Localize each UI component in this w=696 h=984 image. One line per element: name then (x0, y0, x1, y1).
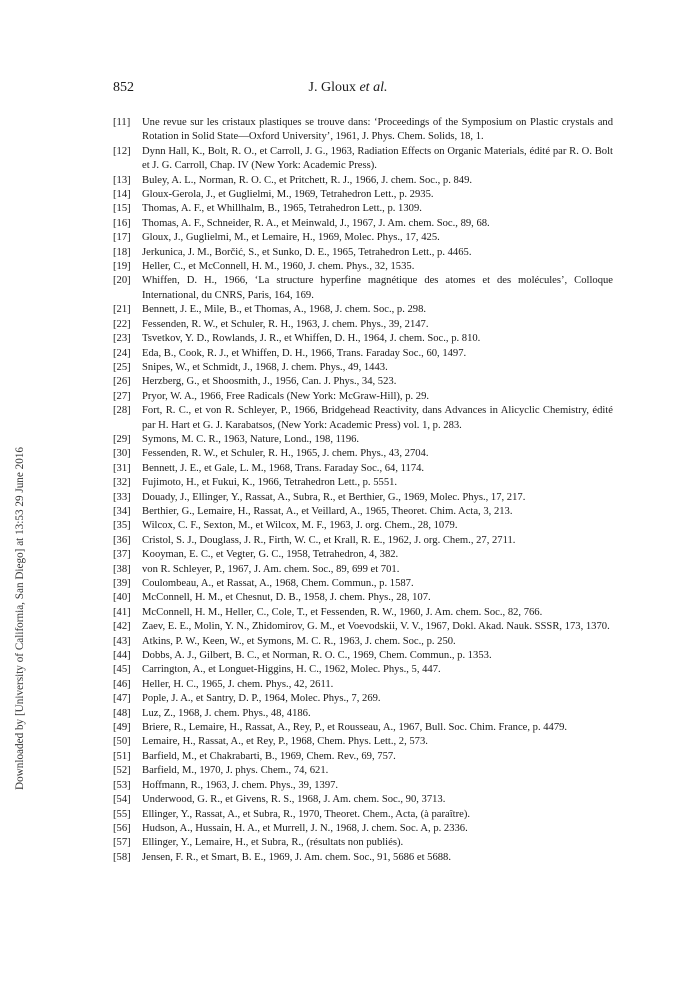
reference-item (113, 404, 613, 433)
reference-item (113, 375, 613, 389)
reference-number: [26] (113, 376, 131, 388)
reference-number: [11] (113, 117, 131, 128)
reference-text: Thomas, A. F., et Whillhalm, B., 1965, Tetrahedron Lett., p. 1309. (142, 203, 422, 215)
reference-number: [46] (113, 678, 131, 690)
reference-item (113, 649, 613, 663)
reference-text: Pople, J. A., et Santry, D. P., 1964, Molec. Phys., 7, 269. (142, 693, 381, 705)
reference-item (113, 707, 613, 721)
reference-text: Eda, B., Cook, R. J., et Whiffen, D. H., 1966, Trans. Faraday Soc., 60, 1497. (142, 347, 467, 359)
reference-text: Gloux-Gerola, J., et Guglielmi, M., 1969, Tetrahedron Lett., p. 2935. (142, 189, 434, 201)
reference-number: [15] (113, 203, 131, 215)
reference-text: Ellinger, Y., Rassat, A., et Subra, R., 1970, Theoret. Chem., Acta, (à paraître). (142, 808, 471, 820)
reference-text: Coulombeau, A., et Rassat, A., 1968, Chem. Commun., p. 1587. (142, 578, 414, 589)
reference-text: Snipes, W., et Schmidt, J., 1968, J. chem. Phys., 49, 1443. (142, 361, 388, 373)
reference-text: Gloux, J., Guglielmi, M., et Lemaire, H., 1969, Molec. Phys., 17, 425. (142, 232, 440, 244)
reference-item (113, 793, 613, 807)
reference-text: Cristol, S. J., Douglass, J. R., Firth, W. C., et Krall, R. E., 1962, J. org. Chem., 27, 2711. (142, 534, 516, 546)
reference-number: [47] (113, 693, 131, 705)
reference-number: [40] (113, 592, 131, 604)
reference-item (113, 390, 613, 404)
reference-number: [32] (113, 477, 131, 489)
reference-text: Jerkunica, J. M., Borčić, S., et Sunko, D. E., 1965, Tetrahedron Lett., p. 4465. (142, 246, 472, 258)
reference-number: [27] (113, 390, 131, 402)
reference-item (113, 217, 613, 231)
reference-number: [20] (113, 275, 131, 287)
reference-item (113, 116, 613, 145)
reference-text: Dobbs, A. J., Gilbert, B. C., et Norman, R. O. C., 1969, Chem. Commun., p. 1353. (142, 650, 492, 662)
reference-number: [13] (113, 174, 131, 186)
reference-item (113, 347, 613, 361)
reference-number: [38] (113, 563, 131, 575)
reference-number: [39] (113, 578, 131, 589)
reference-number: [23] (113, 333, 131, 345)
reference-text: Luz, Z., 1968, J. chem. Phys., 48, 4186. (142, 707, 311, 719)
reference-text: Douady, J., Ellinger, Y., Rassat, A., Subra, R., et Berthier, G., 1969, Molec. Phys., 17, 217. (142, 491, 526, 503)
reference-item (113, 606, 613, 620)
reference-number: [57] (113, 837, 131, 849)
reference-number: [22] (113, 318, 131, 330)
reference-number: [42] (113, 621, 131, 633)
reference-number: [37] (113, 549, 131, 561)
reference-text: Hudson, A., Hussain, H. A., et Murrell, J. N., 1968, J. chem. Soc. A, p. 2336. (142, 822, 468, 834)
reference-item (113, 577, 613, 591)
reference-number: [25] (113, 361, 131, 373)
reference-number: [53] (113, 779, 131, 791)
reference-number: [49] (113, 722, 131, 734)
reference-number: [51] (113, 750, 131, 762)
reference-item (113, 519, 613, 533)
reference-text: Symons, M. C. R., 1963, Nature, Lond., 198, 1196. (142, 433, 360, 445)
reference-item (113, 620, 613, 634)
reference-number: [28] (113, 405, 131, 417)
reference-number: [44] (113, 650, 131, 662)
reference-item (113, 332, 613, 346)
reference-text: McConnell, H. M., et Chesnut, D. B., 1958, J. chem. Phys., 28, 107. (142, 592, 431, 604)
reference-item (113, 548, 613, 562)
reference-item (113, 563, 613, 577)
reference-text: Heller, H. C., 1965, J. chem. Phys., 42, 2611. (142, 678, 334, 690)
reference-item (113, 635, 613, 649)
reference-item (113, 750, 613, 764)
reference-item (113, 447, 613, 461)
reference-number: [54] (113, 794, 131, 806)
reference-text: Barfield, M., 1970, J. phys. Chem., 74, 621. (142, 765, 329, 777)
reference-text: Briere, R., Lemaire, H., Rassat, A., Rey, P., et Rousseau, A., 1967, Bull. Soc. Chim. France, p. 4479. (142, 722, 568, 734)
reference-item (113, 318, 613, 332)
reference-item (113, 303, 613, 317)
reference-number: [43] (113, 635, 131, 647)
reference-text: Whiffen, D. H., 1966, ‘La structure hyperfine magnétique des atomes et des molécules’, Colloque International, du CNRS, Paris, 164, 169. (142, 275, 613, 301)
running-head (0, 80, 696, 96)
reference-number: [34] (113, 505, 131, 517)
reference-text: Lemaire, H., Rassat, A., et Rey, P., 1968, Chem. Phys. Lett., 2, 573. (142, 736, 428, 748)
reference-item (113, 476, 613, 490)
reference-text: Bennett, J. E., Mile, B., et Thomas, A., 1968, J. chem. Soc., p. 298. (142, 304, 427, 316)
reference-item (113, 822, 613, 836)
reference-number: [33] (113, 491, 131, 503)
reference-number: [29] (113, 433, 131, 445)
reference-item (113, 433, 613, 447)
reference-list (113, 116, 613, 865)
reference-number: [21] (113, 304, 131, 316)
page-number: 852 (113, 80, 134, 95)
reference-item (113, 462, 613, 476)
reference-text: Carrington, A., et Longuet-Higgins, H. C., 1962, Molec. Phys., 5, 447. (142, 664, 441, 676)
reference-item (113, 851, 613, 865)
reference-item (113, 202, 613, 216)
reference-text: Herzberg, G., et Shoosmith, J., 1956, Can. J. Phys., 34, 523. (142, 376, 397, 388)
reference-text: Thomas, A. F., Schneider, R. A., et Meinwald, J., 1967, J. Am. chem. Soc., 89, 68. (142, 217, 490, 229)
reference-number: [58] (113, 851, 131, 863)
reference-text: Fessenden, R. W., et Schuler, R. H., 1963, J. chem. Phys., 39, 2147. (142, 318, 429, 330)
reference-item (113, 534, 613, 548)
reference-text: Hoffmann, R., 1963, J. chem. Phys., 39, 1397. (142, 779, 339, 791)
reference-number: [24] (113, 347, 131, 359)
reference-item (113, 491, 613, 505)
reference-number: [48] (113, 707, 131, 719)
reference-text: Kooyman, E. C., et Vegter, G. C., 1958, Tetrahedron, 4, 382. (142, 549, 399, 561)
reference-number: [35] (113, 520, 131, 532)
reference-item (113, 692, 613, 706)
reference-text: McConnell, H. M., Heller, C., Cole, T., et Fessenden, R. W., 1960, J. Am. chem. Soc., 82, 766. (142, 606, 543, 618)
reference-text: Fujimoto, H., et Fukui, K., 1966, Tetrahedron Lett., p. 5551. (142, 477, 398, 489)
running-head-authors: J. Gloux (308, 80, 356, 95)
reference-text: Une revue sur les cristaux plastiques se trouve dans: ‘Proceedings of the Symposium on Plastic crystals and Rotation in Solid State—Oxford University’, 1961, J. Phys. Chem. Solids, 18, 1. (142, 117, 613, 143)
reference-number: [55] (113, 808, 131, 820)
reference-item (113, 721, 613, 735)
reference-number: [17] (113, 232, 131, 244)
reference-text: Pryor, W. A., 1966, Free Radicals (New York: McGraw-Hill), p. 29. (142, 390, 430, 402)
reference-text: Zaev, E. E., Molin, Y. N., Zhidomirov, G. M., et Voevodskii, V. V., 1967, Dokl. Akad. Nauk. SSSR, 173, 1370. (142, 621, 610, 633)
reference-item (113, 145, 613, 174)
reference-number: [50] (113, 736, 131, 748)
reference-text: Ellinger, Y., Lemaire, H., et Subra, R., (résultats non publiés). (142, 837, 404, 849)
reference-text: Heller, C., et McConnell, H. M., 1960, J. chem. Phys., 32, 1535. (142, 261, 415, 273)
reference-item (113, 663, 613, 677)
reference-number: [19] (113, 261, 131, 273)
reference-item (113, 591, 613, 605)
reference-number: [36] (113, 534, 131, 546)
reference-text: Dynn Hall, K., Bolt, R. O., et Carroll, J. G., 1963, Radiation Effects on Organic Materials, édité par R. O. Bolt et J. G. Carroll, Chap. IV (New York: Academic Press). (142, 145, 613, 172)
reference-text: Underwood, G. R., et Givens, R. S., 1968, J. Am. chem. Soc., 90, 3713. (142, 794, 446, 806)
reference-text: Barfield, M., et Chakrabarti, B., 1969, Chem. Rev., 69, 757. (142, 750, 396, 762)
reference-number: [45] (113, 664, 131, 676)
reference-text: von R. Schleyer, P., 1967, J. Am. chem. Soc., 89, 699 et 701. (142, 563, 400, 575)
reference-number: [41] (113, 606, 131, 618)
reference-text: Berthier, G., Lemaire, H., Rassat, A., et Veillard, A., 1965, Theoret. Chim. Acta, 3, 213. (142, 505, 513, 517)
reference-number: [12] (113, 145, 131, 157)
reference-number: [56] (113, 822, 131, 834)
reference-item (113, 505, 613, 519)
reference-item (113, 246, 613, 260)
reference-text: Atkins, P. W., Keen, W., et Symons, M. C. R., 1963, J. chem. Soc., p. 250. (142, 635, 456, 647)
reference-number: [31] (113, 462, 131, 474)
reference-text: Tsvetkov, Y. D., Rowlands, J. R., et Whiffen, D. H., 1964, J. chem. Soc., p. 810. (142, 333, 481, 345)
reference-number: [30] (113, 448, 131, 460)
reference-item (113, 188, 613, 202)
reference-item (113, 735, 613, 749)
reference-number: [18] (113, 246, 131, 258)
reference-number: [14] (113, 189, 131, 201)
reference-item (113, 174, 613, 188)
reference-item (113, 260, 613, 274)
reference-item (113, 274, 613, 303)
reference-item (113, 231, 613, 245)
reference-text: Fort, R. C., et von R. Schleyer, P., 1966, Bridgehead Reactivity, dans Advances in Alicyclic Chemistry, édité par H. Hart et G. J. Karabatsos, (New York: Academic Press) vol. 1, p. 283. (142, 405, 613, 431)
reference-text: Wilcox, C. F., Sexton, M., et Wilcox, M. F., 1963, J. org. Chem., 28, 1079. (142, 520, 458, 532)
reference-text: Buley, A. L., Norman, R. O. C., et Pritchett, R. J., 1966, J. chem. Soc., p. 849. (142, 174, 473, 186)
reference-item (113, 678, 613, 692)
reference-number: [16] (113, 217, 131, 229)
reference-text: Fessenden, R. W., et Schuler, R. H., 1965, J. chem. Phys., 43, 2704. (142, 448, 429, 460)
reference-item (113, 808, 613, 822)
running-head-et-al: et al. (359, 80, 388, 95)
reference-item (113, 836, 613, 850)
download-notice: Downloaded by [University of California, San Diego] at 13:53 29 June 2016 (14, 446, 26, 790)
reference-item (113, 779, 613, 793)
reference-text: Bennett, J. E., et Gale, L. M., 1968, Trans. Faraday Soc., 64, 1174. (142, 462, 425, 474)
reference-number: [52] (113, 765, 131, 777)
reference-item (113, 764, 613, 778)
reference-text: Jensen, F. R., et Smart, B. E., 1969, J. Am. chem. Soc., 91, 5686 et 5688. (142, 851, 452, 863)
reference-item (113, 361, 613, 375)
